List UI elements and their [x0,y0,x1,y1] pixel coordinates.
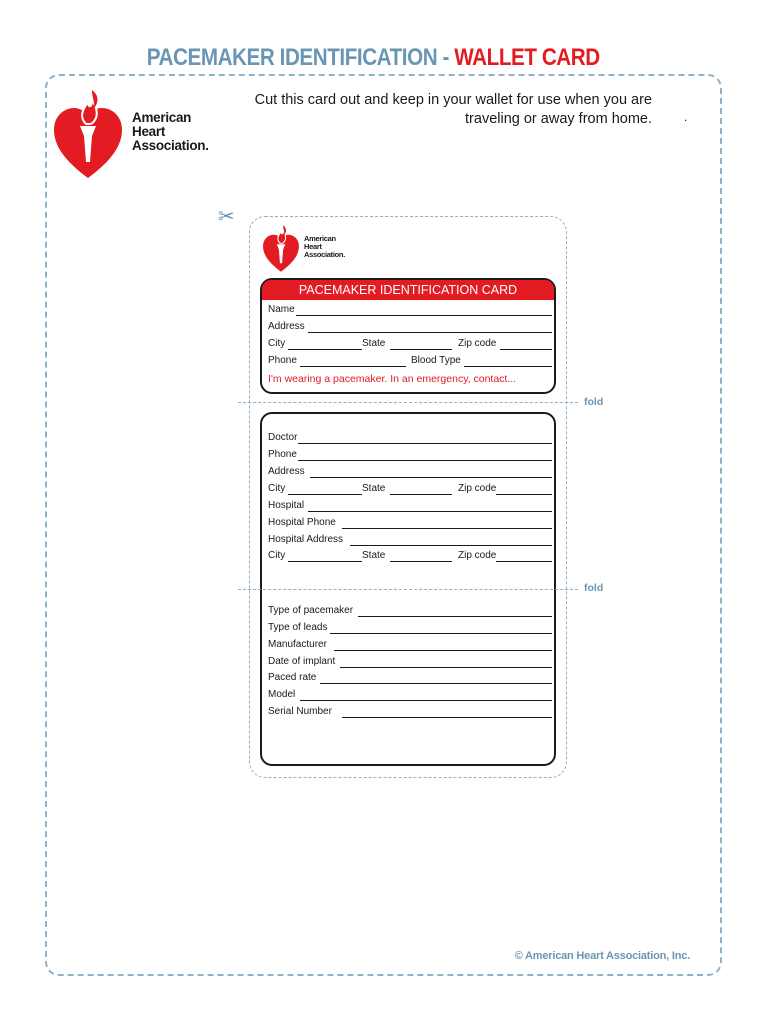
field-model-label: Model [268,689,296,700]
copyright: © American Heart Association, Inc. [514,950,690,962]
page-title [0,44,746,72]
instructions-line-2: traveling or away from home. [465,111,652,127]
field-blood-type-label: Blood Type [411,355,461,366]
logo-line-2: Heart [132,123,166,139]
fold-label-1: fold [584,396,604,408]
field-type-leads-label: Type of leads [268,622,328,633]
field-hospital-address-label: Hospital Address [268,534,344,545]
card-logo [262,222,345,274]
field-phone-label: Phone [268,355,297,366]
instructions-text [180,91,652,129]
field-hospital-label: Hospital [268,500,305,511]
field-date-implant[interactable] [268,656,552,670]
field-doctor-address-label: Address [268,466,305,477]
field-hospital-city-state-zip[interactable] [268,550,552,564]
field-manufacturer-label: Manufacturer [268,639,327,650]
field-type-pacemaker-label: Type of pacemaker [268,605,354,616]
field-doctor-city-state-zip[interactable] [268,483,552,497]
field-city-state-zip[interactable] [268,338,552,352]
field-hospital-city-label: City [268,550,286,561]
title-part-1: PACEMAKER IDENTIFICATION - [146,44,455,71]
field-name-label: Name [268,304,295,315]
field-model[interactable] [268,689,552,703]
field-doctor-state-label: State [362,483,386,494]
field-state-label: State [362,338,386,349]
field-address[interactable] [268,321,552,335]
emergency-text: I'm wearing a pacemaker. In an emergency, contact... [268,373,517,385]
field-serial-number[interactable] [268,706,552,720]
card-logo-line-2: Heart [304,242,322,252]
fold-line-1 [238,402,578,403]
field-address-label: Address [268,321,305,332]
field-doctor-zip-label: Zip code [458,483,497,494]
field-hospital-state-label: State [362,550,386,561]
field-type-leads[interactable] [268,622,552,636]
fold-label-2: fold [584,582,604,594]
card-title: PACEMAKER IDENTIFICATION CARD [262,280,554,300]
field-doctor-phone[interactable] [268,449,552,463]
heart-torch-icon [52,86,124,180]
fold-line-2 [238,589,578,590]
field-hospital-phone-label: Hospital Phone [268,517,336,528]
field-doctor-city-label: City [268,483,286,494]
field-hospital-phone[interactable] [268,517,552,531]
logo-line-3: Association. [132,138,209,154]
field-hospital[interactable] [268,500,552,514]
field-city-label: City [268,338,286,349]
field-paced-rate-label: Paced rate [268,672,317,683]
field-serial-number-label: Serial Number [268,706,332,717]
field-zip-label: Zip code [458,338,497,349]
field-doctor[interactable] [268,432,552,446]
scissors-icon: ✂ [218,206,235,228]
logo-line-1: American [132,109,192,125]
field-date-implant-label: Date of implant [268,656,336,667]
field-doctor-phone-label: Phone [268,449,297,460]
field-type-pacemaker[interactable] [268,605,552,619]
field-manufacturer[interactable] [268,639,552,653]
instructions-line-1: Cut this card out and keep in your wallet for use when you are [254,92,652,108]
title-part-2: WALLET CARD [454,44,600,71]
field-doctor-address[interactable] [268,466,552,480]
stray-mark: . [684,110,688,124]
field-doctor-label: Doctor [268,432,298,443]
field-paced-rate[interactable] [268,672,552,686]
card-logo-line-3: Association. [304,249,345,259]
card-logo-line-1: American [304,234,336,244]
field-hospital-address[interactable] [268,534,552,548]
field-hospital-zip-label: Zip code [458,550,497,561]
heart-torch-icon [262,222,300,274]
field-phone-blood[interactable] [268,355,552,369]
field-name[interactable] [268,304,552,318]
